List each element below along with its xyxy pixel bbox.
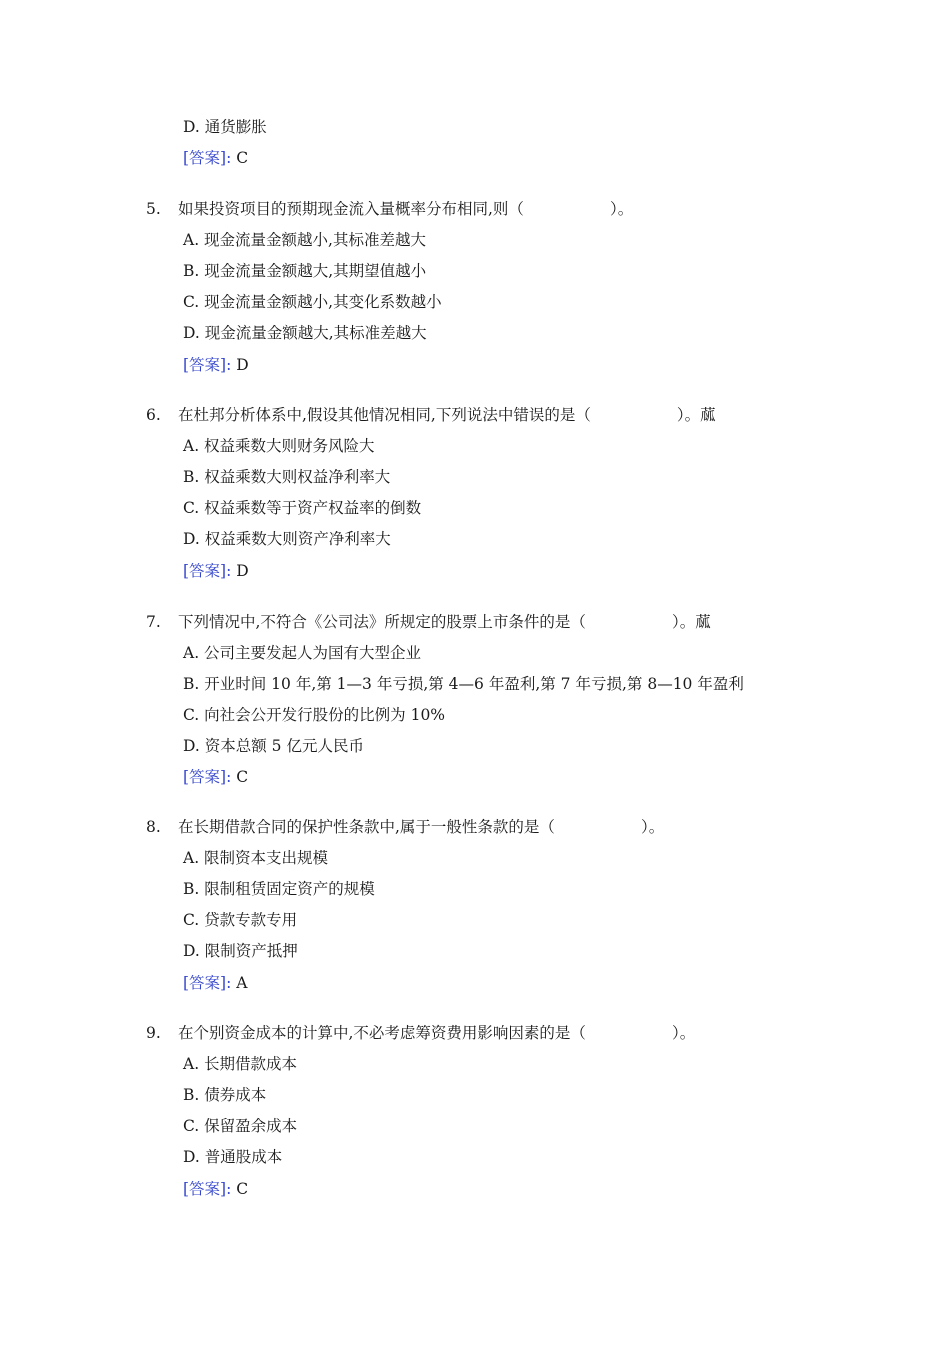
answer-label: [答案] — [183, 974, 227, 992]
question-number: 8. — [146, 818, 161, 836]
option-text: C. 向社会公开发行股份的比例为 10% — [183, 706, 446, 724]
question-close: ）。 — [671, 613, 696, 631]
question-number: 6. — [146, 406, 161, 424]
answer-value: D — [236, 562, 249, 580]
question-number: 5. — [146, 200, 161, 218]
question-stem — [146, 1023, 766, 1043]
question-text: 在个别资金成本的计算中,不必考虑筹资费用影响因素的是（ — [178, 1024, 586, 1042]
question-close: ）。 — [671, 1024, 696, 1042]
answer-label: [答案] — [183, 768, 227, 786]
option-text: C. 现金流量金额越小,其变化系数越小 — [183, 293, 442, 311]
question-stem — [146, 199, 766, 219]
answer-separator: : — [226, 974, 232, 992]
option-text: C. 权益乘数等于资产权益率的倒数 — [183, 499, 422, 517]
answer-line — [183, 973, 247, 993]
question-text: 在长期借款合同的保护性条款中,属于一般性条款的是（ — [178, 818, 555, 836]
question-stem — [146, 612, 766, 632]
option-text: B. 权益乘数大则权益净利率大 — [183, 468, 391, 486]
answer-value: C — [236, 768, 249, 786]
answer-separator: : — [226, 768, 232, 786]
answer-separator: : — [226, 562, 232, 580]
answer-separator: : — [226, 149, 232, 167]
option-text: B. 债券成本 — [183, 1086, 267, 1104]
option-text: B. 限制租赁固定资产的规模 — [183, 880, 375, 898]
answer-separator: : — [226, 1180, 232, 1198]
answer-line — [183, 355, 249, 375]
answer-label: [答案] — [183, 1180, 227, 1198]
answer-label: [答案] — [183, 149, 227, 167]
answer-line — [183, 561, 249, 581]
question-number: 9. — [146, 1024, 161, 1042]
question-close: ）。 — [609, 200, 634, 218]
question-close: ）。 — [676, 406, 701, 424]
answer-value: A — [236, 974, 248, 992]
stray-mark: 蓏 — [695, 613, 711, 631]
question-text: 下列情况中,不符合《公司法》所规定的股票上市条件的是（ — [178, 613, 586, 631]
option-text: B. 开业时间 10 年,第 1—3 年亏损,第 4—6 年盈利,第 7 年亏损,第 8—10 年盈利 — [183, 675, 744, 693]
stray-mark: 蓏 — [700, 406, 716, 424]
option-text: D. 资本总额 5 亿元人民币 — [183, 737, 364, 755]
option-text: D. 现金流量金额越大,其标准差越大 — [183, 324, 427, 342]
option-text: A. 限制资本支出规模 — [183, 849, 329, 867]
option-text: C. 保留盈余成本 — [183, 1117, 298, 1135]
option-text: A. 长期借款成本 — [183, 1055, 298, 1073]
answer-line — [183, 148, 248, 168]
option-text: A. 权益乘数大则财务风险大 — [183, 437, 375, 455]
question-number: 7. — [146, 613, 161, 631]
option-text: D. 通货膨胀 — [183, 118, 267, 136]
option-text: D. 权益乘数大则资产净利率大 — [183, 530, 391, 548]
option-text: C. 贷款专款专用 — [183, 911, 298, 929]
answer-label: [答案] — [183, 356, 227, 374]
question-close: ）。 — [640, 818, 665, 836]
answer-separator: : — [226, 356, 232, 374]
question-stem — [146, 817, 766, 837]
answer-label: [答案] — [183, 562, 227, 580]
answer-line — [183, 1179, 248, 1199]
question-text: 在杜邦分析体系中,假设其他情况相同,下列说法中错误的是（ — [178, 406, 591, 424]
answer-line — [183, 767, 248, 787]
question-stem — [146, 405, 766, 425]
answer-value: D — [236, 356, 249, 374]
question-text: 如果投资项目的预期现金流入量概率分布相同,则（ — [178, 200, 524, 218]
answer-value: C — [236, 1180, 249, 1198]
option-text: A. 公司主要发起人为国有大型企业 — [183, 644, 422, 662]
option-text: B. 现金流量金额越大,其期望值越小 — [183, 262, 427, 280]
answer-value: C — [236, 149, 249, 167]
option-text: A. 现金流量金额越小,其标准差越大 — [183, 231, 426, 249]
option-text: D. 限制资产抵押 — [183, 942, 298, 960]
option-text: D. 普通股成本 — [183, 1148, 283, 1166]
